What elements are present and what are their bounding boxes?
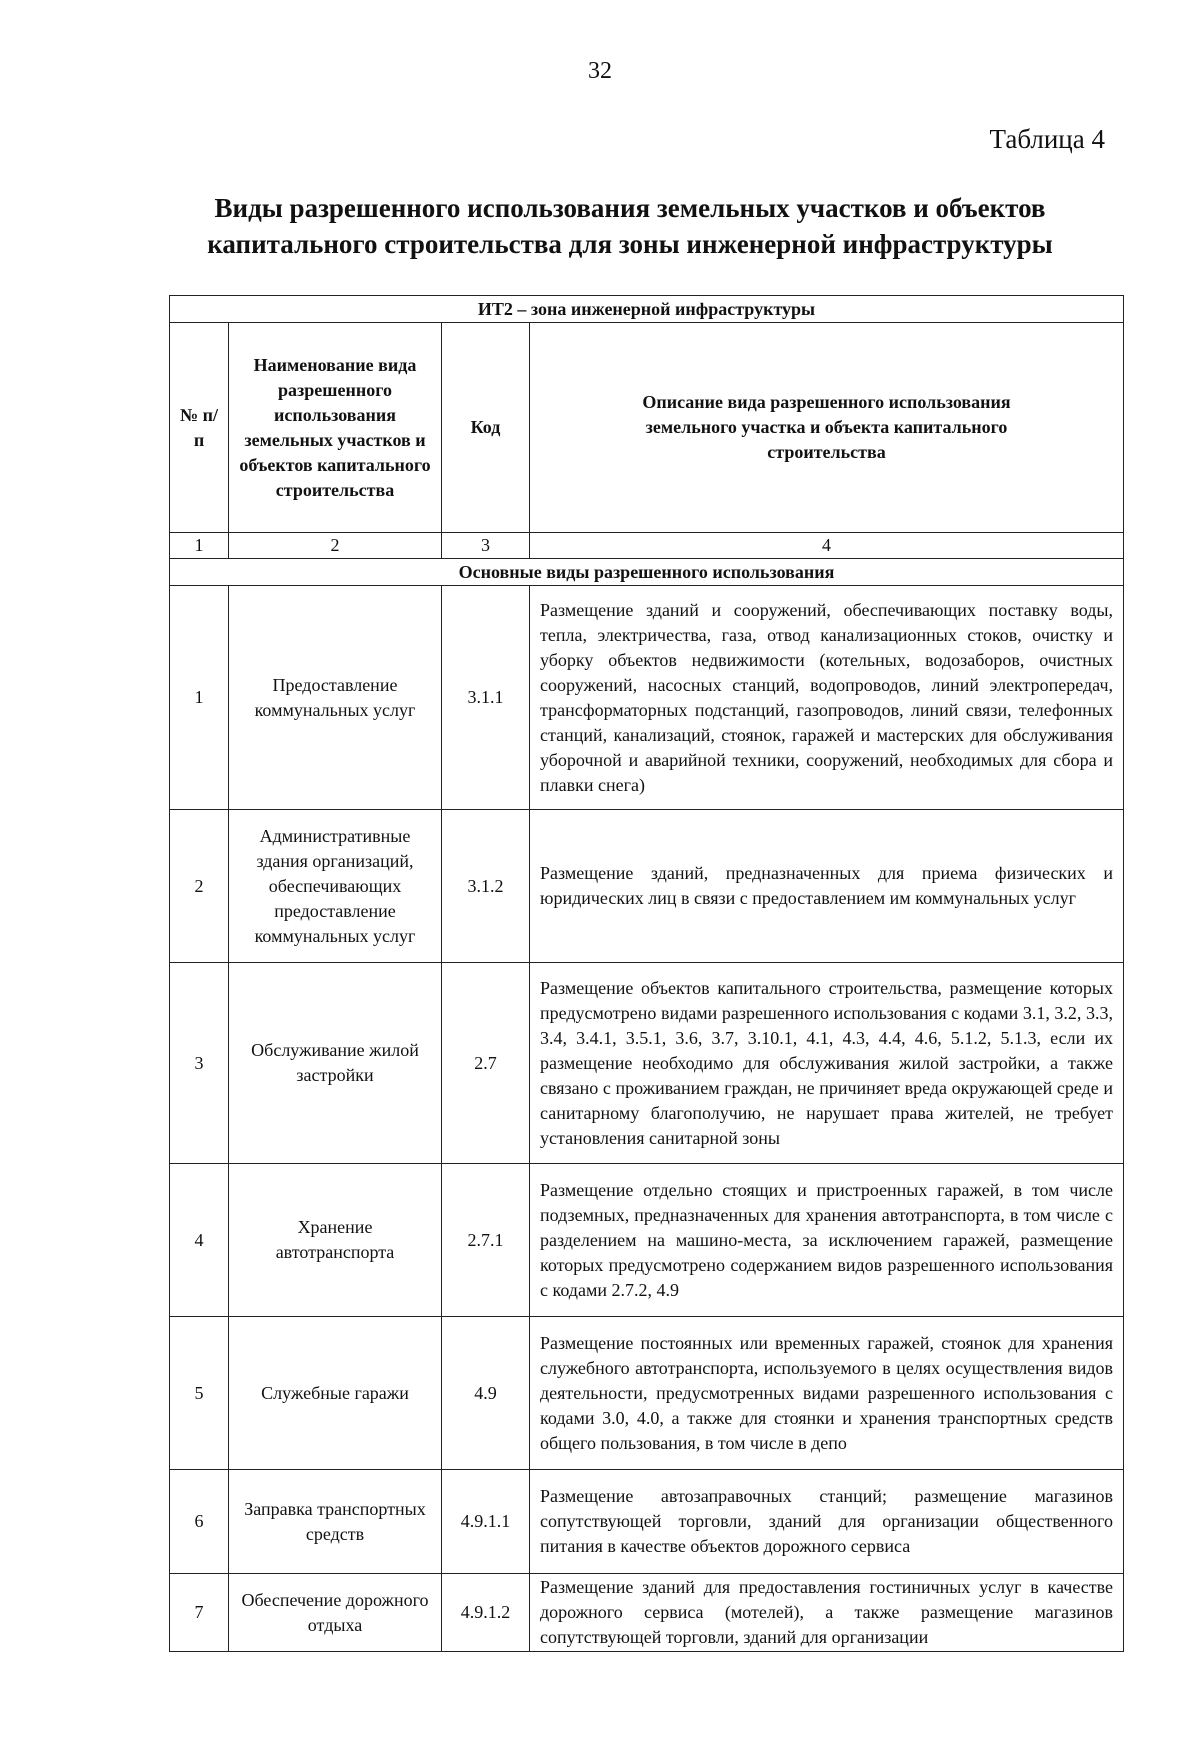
row-num: 4 [170, 1164, 229, 1317]
row-num: 7 [170, 1574, 229, 1652]
row-desc: Размещение зданий, предназначенных для приема физических и юридических лиц в связи с предоставлением им коммунальных услуг [530, 810, 1124, 963]
row-code: 4.9.1.2 [442, 1574, 530, 1652]
row-name: Предоставление коммунальных услуг [229, 586, 442, 810]
table-row [170, 1470, 1124, 1574]
col-header-code: Код [442, 323, 530, 533]
row-desc: Размещение отдельно стоящих и пристроенных гаражей, в том числе подземных, предназначенных для хранения автотранспорта, в том числе с разделением на машино-места, за исключением гаражей, размещение которых предусмотрено содержанием видов разрешенного использования с кодами 2.7.2, 4.9 [530, 1164, 1124, 1317]
col-number: 1 [170, 533, 229, 559]
row-code: 3.1.1 [442, 586, 530, 810]
col-number: 3 [442, 533, 530, 559]
col-header-num: № п/п [170, 323, 229, 533]
section-row [170, 559, 1124, 586]
row-code: 4.9 [442, 1317, 530, 1470]
row-num: 2 [170, 810, 229, 963]
table-row [170, 810, 1124, 963]
row-num: 6 [170, 1470, 229, 1574]
land-use-table [169, 295, 1124, 1652]
table-row [170, 1317, 1124, 1470]
section-title: Основные виды разрешенного использования [170, 559, 1124, 586]
row-name: Административные здания организаций, обеспечивающих предоставление коммунальных услуг [229, 810, 442, 963]
table-row [170, 963, 1124, 1164]
title-line-1: Виды разрешенного использования земельных участков и объектов [214, 193, 1046, 223]
row-desc: Размещение зданий для предоставления гостиничных услуг в качестве дорожного сервиса (мотелей), а также размещение магазинов сопутствующей торговли, зданий для организации [530, 1574, 1124, 1652]
zone-header: ИТ2 – зона инженерной инфраструктуры [170, 296, 1124, 323]
row-num: 5 [170, 1317, 229, 1470]
col-header-desc: Описание вида разрешенного использования земельного участка и объекта капитального строительства [530, 323, 1124, 533]
row-name: Хранение автотранспорта [229, 1164, 442, 1317]
column-header-row [170, 323, 1124, 533]
row-desc: Размещение постоянных или временных гаражей, стоянок для хранения служебного автотранспорта, используемого в целях осуществления видов деятельности, предусмотренных видами разрешенного использования с кодами 3.0, 4.0, а также для стоянки и хранения транспортных средств общего пользования, в том числе в депо [530, 1317, 1124, 1470]
table-row [170, 1574, 1124, 1652]
row-num: 1 [170, 586, 229, 810]
row-code: 3.1.2 [442, 810, 530, 963]
column-number-row [170, 533, 1124, 559]
row-code: 2.7 [442, 963, 530, 1164]
title-line-2: капитального строительства для зоны инженерной инфраструктуры [207, 229, 1053, 259]
row-name: Обеспечение дорожного отдыха [229, 1574, 442, 1652]
row-code: 4.9.1.1 [442, 1470, 530, 1574]
table-row [170, 1164, 1124, 1317]
table-label: Таблица 4 [989, 124, 1105, 154]
row-code: 2.7.1 [442, 1164, 530, 1317]
row-desc: Размещение автозаправочных станций; размещение магазинов сопутствующей торговли, зданий для организации общественного питания в качестве объектов дорожного сервиса [530, 1470, 1124, 1574]
table-row [170, 586, 1124, 810]
row-num: 3 [170, 963, 229, 1164]
col-number: 2 [229, 533, 442, 559]
page-number: 32 [588, 58, 612, 84]
row-name: Обслуживание жилой застройки [229, 963, 442, 1164]
col-header-name: Наименование вида разрешенного использования земельных участков и объектов капитального строительства [229, 323, 442, 533]
zone-header-row [170, 296, 1124, 323]
row-desc: Размещение объектов капитального строительства, размещение которых предусмотрено видами разрешенного использования с кодами 3.1, 3.2, 3.3, 3.4, 3.4.1, 3.5.1, 3.6, 3.7, 3.10.1, 4.1, 4.3, 4.4, 4.6, 5.1.2, 5.1.3, если их размещение необходимо для обслуживания жилой застройки, а также связано с проживанием граждан, не причиняет вреда окружающей среде и санитарному благополучию, не нарушает права жителей, не требует установления санитарной зоны [530, 963, 1124, 1164]
row-desc: Размещение зданий и сооружений, обеспечивающих поставку воды, тепла, электричества, газа, отвод канализационных стоков, очистку и уборку объектов недвижимости (котельных, водозаборов, очистных сооружений, насосных станций, водопроводов, линий электропередач, трансформаторных подстанций, газопроводов, линий связи, телефонных станций, канализаций, стоянок, гаражей и мастерских для обслуживания уборочной и аварийной техники, сооружений, необходимых для сбора и плавки снега) [530, 586, 1124, 810]
row-name: Служебные гаражи [229, 1317, 442, 1470]
col-number: 4 [530, 533, 1124, 559]
document-title [150, 190, 1110, 262]
row-name: Заправка транспортных средств [229, 1470, 442, 1574]
